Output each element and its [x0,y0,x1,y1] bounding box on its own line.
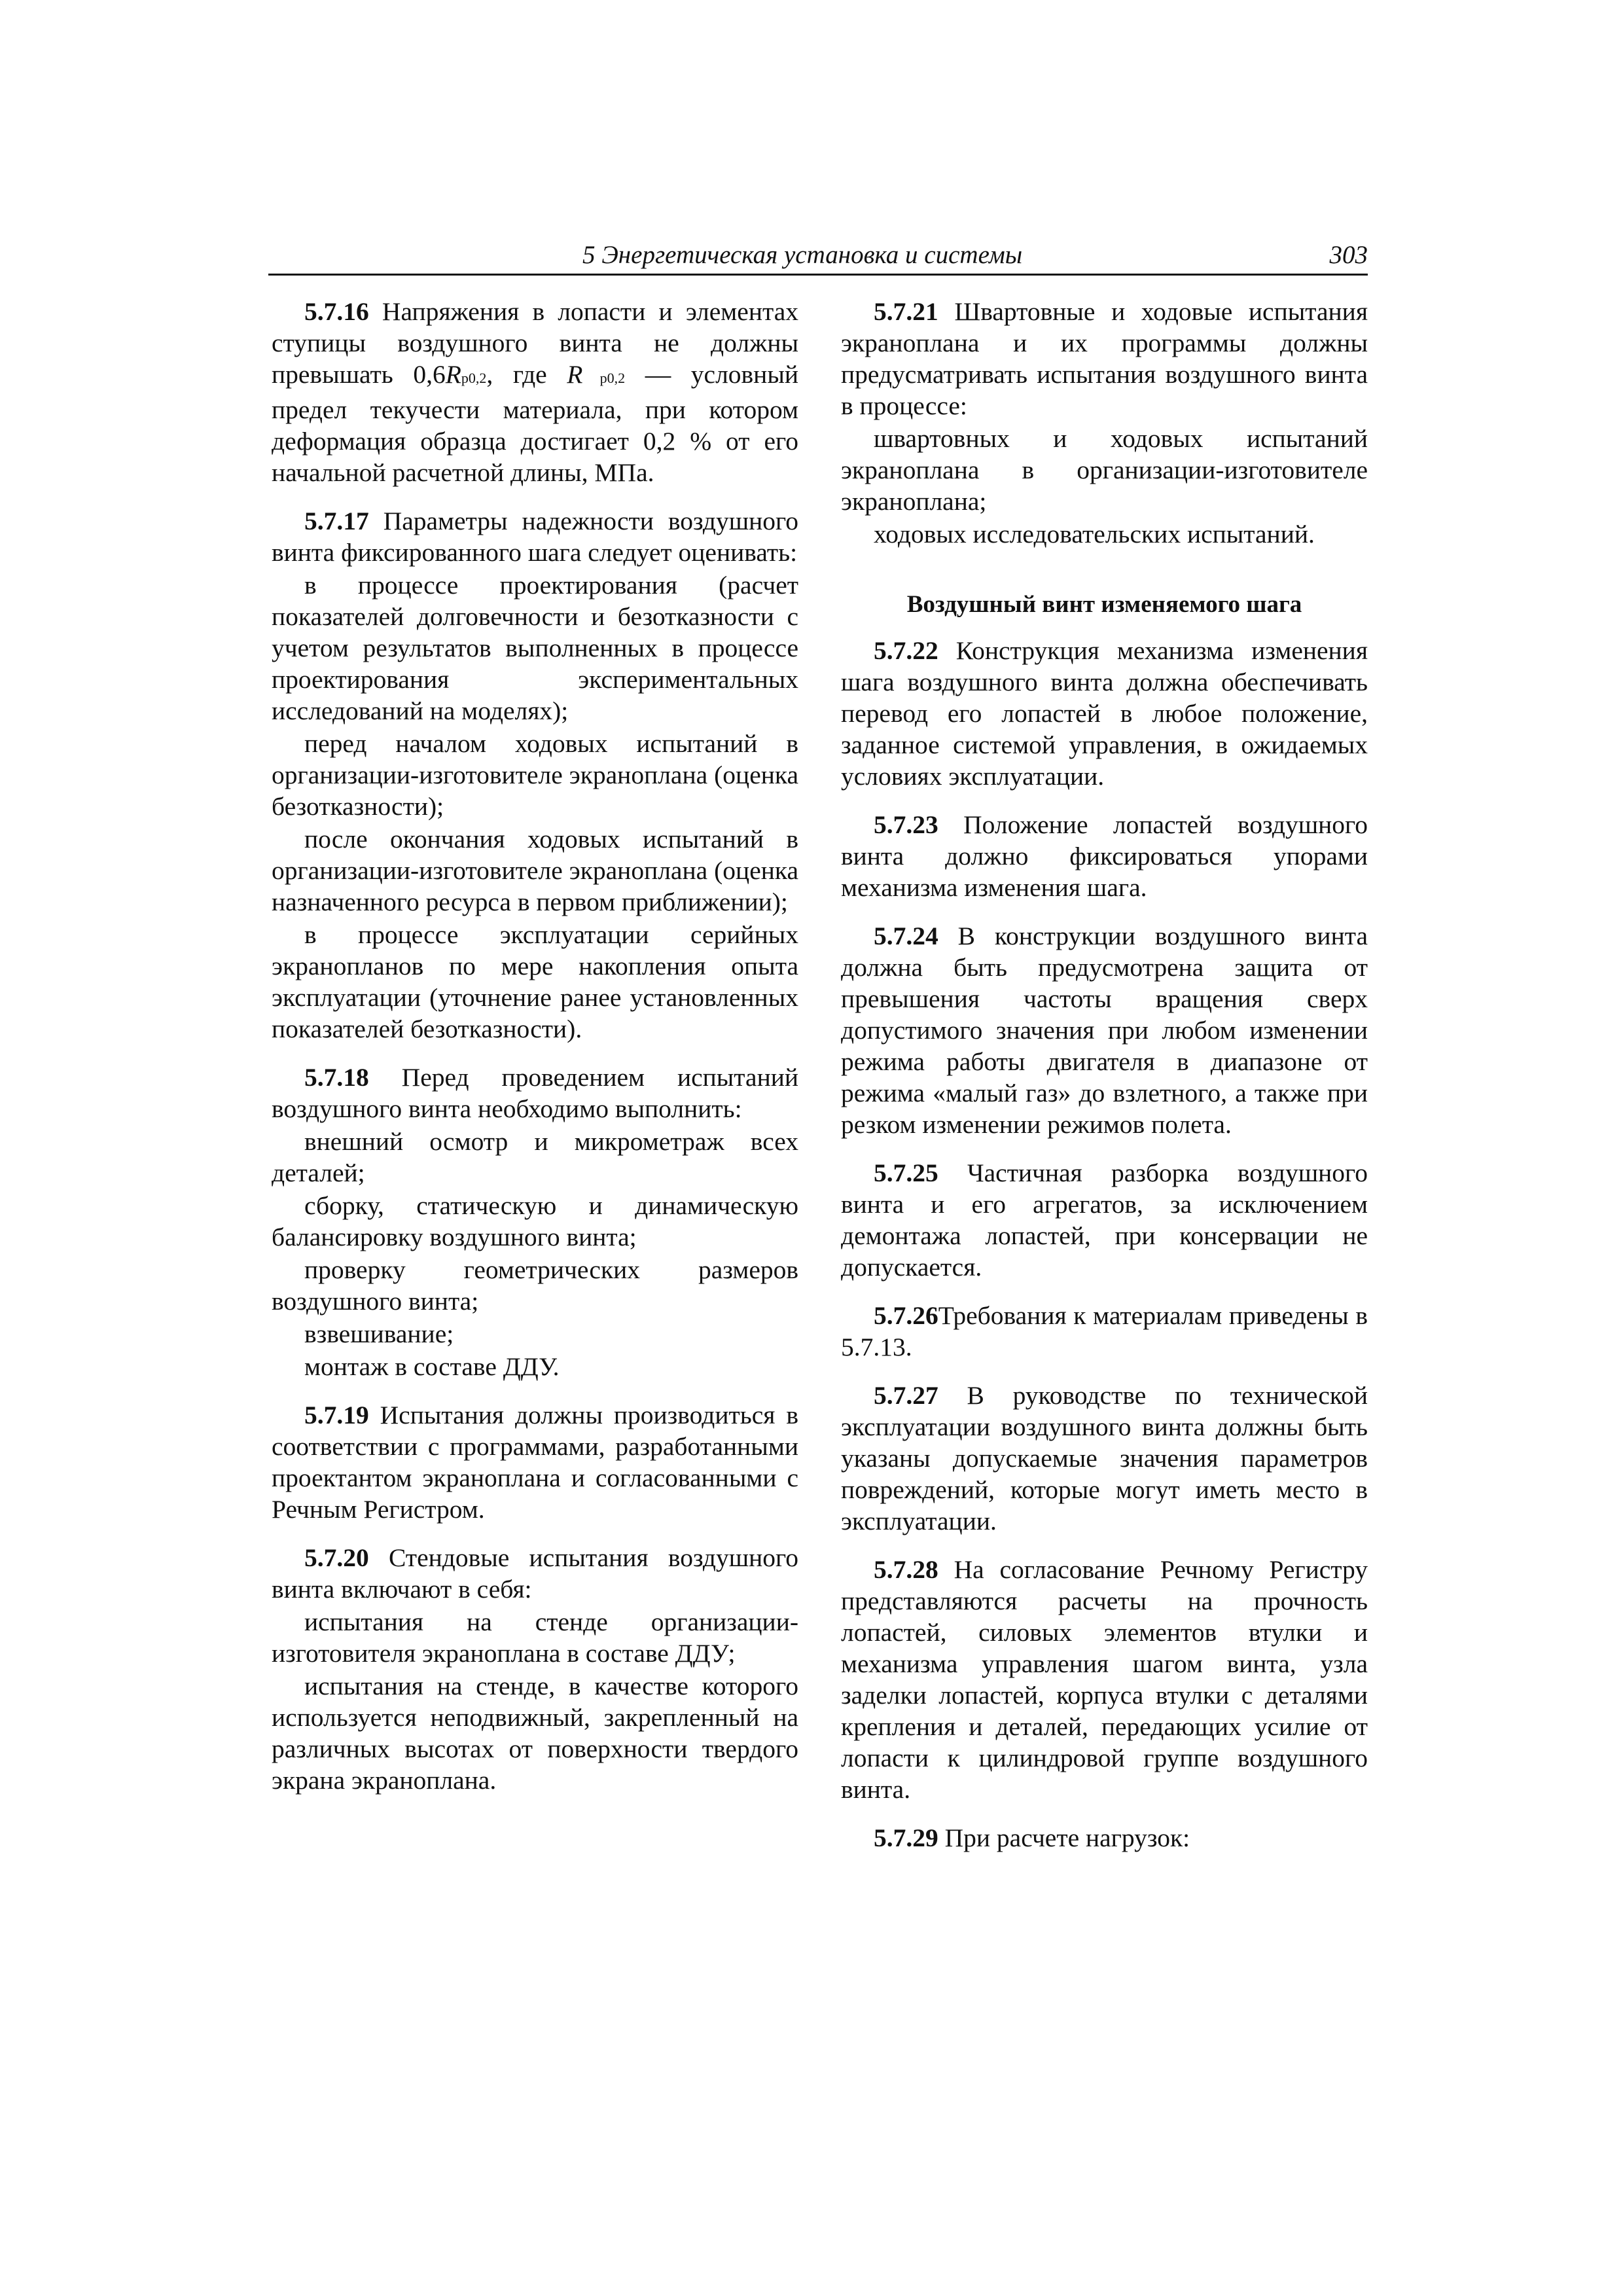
clause-5-7-19 [272,1399,798,1525]
clause-number: 5.7.24 [874,922,938,950]
clause-number: 5.7.21 [874,297,938,326]
clause-5-7-29 [841,1822,1368,1854]
clause-number: 5.7.29 [874,1823,938,1852]
clause-5-7-16 [272,296,798,488]
list-item: ходовых исследовательских испытаний. [874,520,1315,548]
clause-number: 5.7.19 [304,1401,369,1429]
list-item: после окончания ходовых испытаний в организации-изготовителе экраноплана (оценка назначенного ресурса в первом приближении); [272,825,798,916]
section-title: 5 Энергетическая установка и системы [582,241,1023,269]
list-item: сборку, статическую и динамическую балансировку воздушного винта; [272,1191,798,1251]
clause-5-7-22 [841,635,1368,792]
clause-5-7-20 [272,1542,798,1605]
left-column [272,296,798,1796]
clause-5-7-26 [841,1300,1368,1363]
clause-text: При расчете нагрузок: [938,1823,1190,1852]
clause-text: Конструкция механизма изменения шага воздушного винта должна обеспечивать перевод его лопастей в любое положение, заданное системой управления, в ожидаемых условиях эксплуатации. [841,636,1368,791]
clause-text: Напряжения в лопасти и элементах ступицы воздушного винта не должны превышать 0,6 [272,297,798,389]
clause-text: В конструкции воздушного винта должна быть предусмотрена защита от превышения частоты вращения сверх допустимого значения при любом изменении режима работы двигателя в диапазоне от режима «малый газ» до взлетного, а также при резком изменении режимов полета. [841,922,1368,1139]
clause-text: Перед проведением испытаний воздушного винта необходимо выполнить: [272,1063,798,1123]
clause-number: 5.7.27 [874,1381,938,1410]
clause-number: 5.7.28 [874,1555,938,1584]
list-item: в процессе проектирования (расчет показателей долговечности и безотказности с учетом результатов выполненных в процессе проектирования экспериментальных исследований на моделях); [272,571,798,725]
clause-number: 5.7.17 [304,507,369,535]
list-item: проверку геометрических размеров воздушного винта; [272,1255,798,1316]
clause-number: 5.7.25 [874,1158,938,1187]
clause-text: Швартовные и ходовые испытания экраноплана и их программы должны предусматривать испытания воздушного винта в процессе: [841,297,1368,420]
symbol-subscript: p0,2 [461,370,487,386]
list-item: перед началом ходовых испытаний в организации-изготовителе экраноплана (оценка безотказности); [272,729,798,821]
list-item: испытания на стенде, в качестве которого используется неподвижный, закрепленный на различных высотах от поверхности твердого экрана экраноплана. [272,1672,798,1795]
clause-number: 5.7.23 [874,810,938,839]
clause-text: Стендовые испытания воздушного винта включают в себя: [272,1543,798,1604]
list-item: взвешивание; [304,1319,454,1348]
clause-5-7-23 [841,809,1368,903]
clause-5-7-24 [841,920,1368,1140]
clause-5-7-17 [272,505,798,568]
clause-text: Испытания должны производиться в соответствии с программами, разработанными проектантом экраноплана и согласованными с Речным Регистром. [272,1401,798,1524]
clause-number: 5.7.20 [304,1543,369,1572]
right-column [841,296,1368,1854]
clause-text: На согласование Речному Регистру представляются расчеты на прочность лопастей, силовых элементов втулки и механизма управления шагом винта, узла заделки лопастей, корпуса втулки с деталями крепления и деталей, передающих усилие от лопасти к цилиндровой группе воздушного винта. [841,1555,1368,1804]
clause-text: — условный предел текучести материала, при котором деформация образца достигает 0,2 % от его начальной расчетной длины, МПа. [272,360,798,487]
clause-text: В руководстве по технической эксплуатации воздушного винта должны быть указаны допускаемые значения параметров повреждений, которые могут иметь место в эксплуатации. [841,1381,1368,1535]
clause-text: , где [486,360,567,389]
clause-number: 5.7.26 [874,1301,938,1330]
list-item: в процессе эксплуатации серийных экранопланов по мере накопления опыта эксплуатации (уточнение ранее установленных показателей безотказности). [272,920,798,1043]
clause-text: Требования к материалам приведены в 5.7.13. [841,1301,1368,1361]
symbol-subscript: p0,2 [582,370,626,386]
symbol-r: R [567,360,583,389]
clause-5-7-18 [272,1062,798,1124]
subsection-heading: Воздушный винт изменяемого шага [906,591,1302,618]
clause-text: Параметры надежности воздушного винта фиксированного шага следует оценивать: [272,507,798,567]
clause-text: Положение лопастей воздушного винта должно фиксироваться упорами механизма изменения шага. [841,810,1368,902]
page-number: 303 [1329,241,1368,269]
list-item: внешний осмотр и микрометраж всех деталей; [272,1127,798,1187]
running-header [268,237,1368,276]
symbol-r: R [445,360,461,389]
clause-5-7-21 [841,296,1368,422]
clause-number: 5.7.16 [304,297,369,326]
clause-5-7-25 [841,1157,1368,1283]
clause-number: 5.7.18 [304,1063,369,1092]
list-item: швартовных и ходовых испытаний экраноплана в организации-изготовителе экраноплана; [841,424,1368,516]
clause-text: Частичная разборка воздушного винта и его агрегатов, за исключением демонтажа лопастей, при консервации не допускается. [841,1158,1368,1282]
clause-5-7-28 [841,1554,1368,1805]
list-item: монтаж в составе ДДУ. [304,1352,560,1381]
clause-5-7-27 [841,1380,1368,1537]
clause-number: 5.7.22 [874,636,938,665]
list-item: испытания на стенде организации-изготовителя экраноплана в составе ДДУ; [272,1607,798,1668]
